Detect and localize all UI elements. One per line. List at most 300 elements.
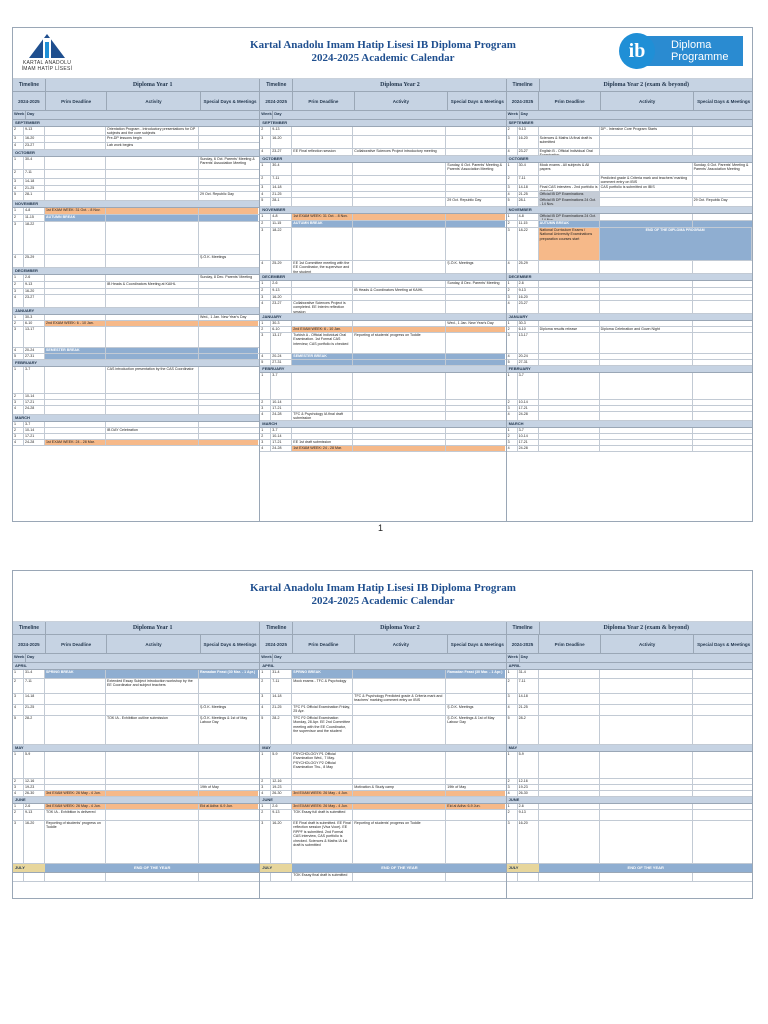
week-number: 3 (507, 228, 518, 260)
activity-cell (600, 281, 693, 287)
week-number: 1 (13, 804, 24, 809)
week-number: 1 (13, 367, 24, 393)
calendar-row (260, 261, 506, 274)
activity-cell (106, 321, 199, 326)
calendar-row (507, 301, 753, 314)
prim-deadline-cell: TOK Essay full draft is submitted (292, 810, 353, 820)
prim-deadline-cell (539, 360, 600, 365)
calendar-row (260, 373, 506, 400)
special-days-cell (199, 367, 258, 393)
month-header (507, 864, 753, 873)
month-label: JULY (15, 865, 25, 870)
day-range: 23-27 (24, 295, 45, 307)
prim-deadline-header: Prim Deadline (539, 92, 601, 110)
day-range: 31-4 (271, 670, 292, 678)
day-range: 26-30 (518, 791, 539, 796)
special-days-cell (446, 295, 505, 300)
special-days-cell (693, 136, 752, 148)
activity-cell (106, 157, 199, 169)
calendar-row (507, 136, 753, 149)
activity-cell (353, 228, 446, 260)
prim-deadline-cell (292, 198, 353, 206)
prim-deadline-cell (292, 400, 353, 405)
special-days-cell (199, 406, 258, 414)
special-days-cell: Ş.Ö.K. Meetings (447, 261, 474, 265)
day-range: 4-8 (271, 214, 292, 220)
special-days-cell (199, 222, 258, 254)
column-group-header (13, 79, 259, 92)
week-number: 3 (13, 821, 24, 863)
activity-cell (600, 446, 693, 451)
day-range: 31-4 (24, 670, 45, 678)
calendar-row (13, 873, 259, 882)
day-range: 25-29 (24, 255, 45, 267)
special-days-cell (199, 170, 258, 178)
calendar-page-1 (12, 27, 753, 522)
special-days-cell (199, 348, 258, 353)
week-number: 4 (13, 255, 24, 267)
day-range: 30-4 (24, 157, 45, 169)
special-days-cell (693, 412, 752, 420)
prim-deadline-cell: 1st EXAM WEEK: 31 Oct. - 8 Nov. (45, 208, 106, 214)
prim-deadline-cell (539, 373, 600, 399)
week-number: 3 (507, 440, 518, 445)
prim-deadline-cell: EE 1st draft submission (292, 440, 353, 445)
week-number: 4 (507, 446, 518, 451)
activity-cell (600, 163, 693, 175)
calendar-row (507, 333, 753, 354)
day-range: 30-4 (518, 163, 539, 175)
activity-cell (353, 412, 446, 420)
activity-cell: Orientation Program - Introductory presentations for DP subjects and the core subjects (106, 127, 199, 135)
month-header: APRIL (13, 663, 259, 670)
calendar-row (13, 295, 259, 308)
calendar-row (260, 716, 506, 745)
calendar-row (507, 679, 753, 694)
day-range: 14-18 (24, 694, 45, 704)
week-number: 5 (260, 360, 271, 365)
day-range: 14-18 (271, 185, 292, 191)
prim-deadline-cell (292, 127, 353, 135)
week-number: 1 (507, 373, 518, 399)
calendar-row (507, 176, 753, 185)
day-range: 5-9 (24, 752, 45, 778)
prim-deadline-cell (539, 428, 600, 433)
timeline-label: Timeline (13, 79, 46, 91)
day-range: 27-31 (271, 360, 292, 365)
activity-cell (106, 694, 199, 704)
activity-cell (353, 400, 446, 405)
ib-diploma-logo: Diploma Programme ib (619, 33, 744, 69)
week-number: 5 (13, 192, 24, 200)
year-label: Diploma Year 1 (132, 625, 173, 631)
special-days-cell (199, 752, 258, 778)
day-range: 11-15 (24, 215, 45, 221)
prim-deadline-cell: AUTUMN BREAK (45, 215, 106, 221)
week-number: 4 (260, 301, 271, 313)
activity-cell: CAS portfolio is submitted on IBIS (600, 185, 693, 191)
day-range: 17-21 (518, 440, 539, 445)
day-range: 27-31 (518, 360, 539, 365)
special-days-cell (693, 434, 752, 439)
special-days-cell (693, 446, 752, 451)
day-range: 7-11 (24, 170, 45, 178)
day-range: 24-28 (24, 440, 45, 445)
ib-logo-icon: ib (619, 33, 655, 69)
calendar-row (260, 136, 506, 149)
page-header (13, 28, 752, 79)
activity-cell (600, 873, 693, 881)
special-days-cell (693, 705, 752, 715)
prim-deadline-cell (539, 400, 600, 405)
day-range: 28-1 (518, 198, 539, 206)
month-header: DECEMBER (507, 274, 753, 281)
calendar-row (260, 281, 506, 288)
week-number: 4 (13, 186, 24, 191)
week-number: 3 (507, 821, 518, 863)
calendar-row (13, 282, 259, 289)
week-number: 2 (260, 779, 271, 784)
special-days-cell (199, 179, 258, 185)
week-number: 4 (507, 192, 518, 197)
special-days-cell (199, 289, 258, 294)
week-number: 4 (507, 705, 518, 715)
special-days-cell: 19th of May (447, 785, 467, 789)
week-number: 1 (13, 422, 24, 427)
activity-cell (600, 705, 693, 715)
calendar-row (507, 810, 753, 821)
day-range: 19-23 (518, 785, 539, 790)
prim-deadline-cell (539, 446, 600, 451)
month-label: JULY (262, 865, 273, 870)
prim-deadline-cell (45, 315, 106, 320)
day-range: 9-13 (271, 127, 292, 135)
calendar-row (260, 821, 506, 864)
prim-deadline-header: Prim Deadline (293, 635, 355, 653)
activity-header: Activity (107, 635, 200, 653)
calendar-row (507, 670, 753, 679)
special-days-cell (446, 214, 505, 220)
activity-cell (353, 221, 446, 227)
activity-cell (353, 791, 446, 796)
calendar-row (260, 679, 506, 694)
prim-deadline-cell (45, 394, 106, 399)
day-range: 14-18 (24, 179, 45, 185)
activity-cell: Diploma Celebration and Gown Night (600, 327, 693, 332)
prim-deadline-cell (292, 406, 353, 411)
calendar-row (13, 752, 259, 779)
week-number: 2 (13, 127, 24, 135)
special-days-cell (199, 321, 258, 326)
activity-cell (600, 434, 693, 439)
day-range: 6-10 (518, 327, 539, 332)
activity-cell (106, 295, 199, 307)
week-number: 1 (260, 670, 271, 678)
special-days-cell (693, 261, 752, 273)
prim-deadline-cell (539, 127, 600, 135)
prim-deadline-cell: Official IB DP Examinations 24 Oct. (539, 214, 600, 220)
calendar-rows (507, 120, 753, 452)
day-range: 12-16 (24, 779, 45, 784)
prim-deadline-cell: EE 1st Committee meeting with the EE Coordinator, the supervisor and the student (292, 261, 353, 273)
calendar-row (260, 873, 506, 882)
week-number: 3 (260, 821, 271, 863)
years-label: 2024-2025 (260, 635, 293, 653)
special-days-cell (446, 428, 505, 433)
calendar-row (13, 821, 259, 864)
special-days-cell (199, 434, 258, 439)
activity-cell (353, 670, 446, 678)
special-days-cell: Sunday, 8 Dec. Parents' Meeting (447, 281, 500, 285)
week-day-header (13, 654, 259, 663)
day-range: 7-11 (24, 679, 45, 693)
special-days-cell (693, 428, 752, 433)
week-number: 2 (507, 288, 518, 294)
prim-deadline-cell (45, 136, 106, 142)
activity-cell (106, 810, 199, 820)
activity-cell (353, 373, 446, 399)
week-number: 2 (260, 434, 271, 439)
column-group-header (260, 622, 506, 635)
calendar-row (13, 127, 259, 136)
calendar-row (13, 143, 259, 150)
week-number: 2 (260, 127, 271, 135)
activity-cell (600, 214, 693, 220)
activity-cell (353, 295, 446, 300)
special-days-cell (199, 779, 258, 784)
day-header: Day (520, 654, 528, 659)
school-logo-text: KARTAL ANADOLU İMAM HATİP LİSESİ (21, 60, 73, 72)
years-label: 2024-2025 (507, 635, 540, 653)
month-header: JANUARY (13, 308, 259, 315)
calendar-row (260, 810, 506, 821)
prim-deadline-cell: English B - Official Individual Oral (539, 149, 600, 155)
week-number: 4 (260, 446, 271, 451)
activity-cell (600, 192, 693, 197)
week-number: 3 (260, 295, 271, 300)
day-range: 5-9 (518, 752, 539, 778)
special-days-cell (693, 873, 752, 881)
special-days-cell (693, 670, 752, 678)
week-number: 2 (507, 327, 518, 332)
activity-cell (353, 354, 446, 359)
day-range: 23-27 (518, 301, 539, 313)
day-range: 21-25 (271, 192, 292, 197)
prim-deadline-cell (45, 428, 106, 433)
day-range: 3-7 (518, 428, 539, 433)
day-range: 7-11 (518, 679, 539, 693)
day-range: 21-25 (24, 705, 45, 715)
prim-deadline-cell: Collaborative Sciences Project is completed. EE Interim reflection session (292, 301, 353, 313)
week-number: 1 (13, 275, 24, 281)
calendar-row (260, 127, 506, 136)
prim-deadline-cell (45, 679, 106, 693)
day-range: 11-15 (271, 221, 292, 227)
prim-deadline-cell (539, 670, 600, 678)
day-range: 30-3 (24, 315, 45, 320)
year-label: Diploma Year 2 (exam & beyond) (603, 625, 689, 631)
day-range: 20-24 (518, 354, 539, 359)
week-number: 3 (260, 694, 271, 704)
activity-cell (353, 176, 446, 184)
calendar-row (260, 752, 506, 779)
day-range: 17-21 (24, 400, 45, 405)
day-range: 5-9 (271, 752, 292, 778)
prim-deadline-cell: Reporting of students' progress on Toddle (45, 821, 106, 863)
calendar-row (507, 185, 753, 192)
prim-deadline-cell: Diploma results release (539, 327, 600, 332)
day-range: 16-20 (271, 821, 292, 863)
prim-deadline-cell: TFC P2 Official Examination Monday, 28 Apr. EE 2nd Committee meeting with the EE Coordinator, the supervisor and the student (292, 716, 353, 744)
week-number: 2 (507, 127, 518, 135)
prim-deadline-cell (45, 179, 106, 185)
prim-deadline-cell (45, 295, 106, 307)
activity-cell (600, 716, 693, 744)
month-header: MAY (13, 745, 259, 752)
special-days-cell: 19th of May (200, 785, 219, 789)
calendar-row (507, 873, 753, 882)
day-range: 12-16 (271, 779, 292, 784)
week-number: 2 (13, 428, 24, 433)
week-number: 3 (13, 179, 24, 185)
special-days-cell (199, 873, 258, 881)
special-days-cell (446, 127, 505, 135)
week-number: 1 (260, 804, 271, 809)
prim-deadline-header: Prim Deadline (46, 92, 108, 110)
day-range: 13-17 (24, 327, 45, 347)
activity-cell (353, 301, 446, 313)
special-days-cell (693, 679, 752, 693)
activity-cell (353, 261, 446, 273)
special-days-cell (446, 694, 505, 704)
prim-deadline-cell (45, 143, 106, 149)
calendar-row (13, 179, 259, 186)
special-days-cell (693, 400, 752, 405)
activity-cell (106, 192, 199, 200)
special-days-cell (693, 716, 752, 744)
calendar-row (13, 222, 259, 255)
special-days-cell (446, 354, 505, 359)
calendar-row (260, 670, 506, 679)
calendar-columns (13, 622, 752, 898)
special-days-header: Special Days & Meetings (697, 98, 751, 104)
activity-cell (600, 428, 693, 433)
special-days-cell (693, 694, 752, 704)
prim-deadline-cell (45, 186, 106, 191)
prim-deadline-cell (292, 360, 353, 365)
week-number: 2 (260, 176, 271, 184)
activity-cell (353, 163, 446, 175)
activity-cell (600, 791, 693, 796)
month-header: JUNE (507, 797, 753, 804)
week-number: 3 (13, 785, 24, 790)
calendar-row (260, 163, 506, 176)
calendar-row (507, 288, 753, 295)
calendar-row (507, 281, 753, 288)
special-days-cell (693, 192, 752, 197)
special-days-cell (693, 288, 752, 294)
special-days-cell (199, 821, 258, 863)
activity-cell (106, 705, 199, 715)
prim-deadline-cell (292, 779, 353, 784)
day-range: 23-27 (24, 143, 45, 149)
activity-cell: CAS introduction presentation by the CAS Coordinator (106, 367, 199, 393)
week-number: 3 (260, 333, 271, 353)
prim-deadline-cell (45, 354, 106, 359)
special-days-cell: Ş.Ö.K. Meetings (200, 705, 227, 709)
day-range: 7-11 (518, 176, 539, 184)
activity-cell (600, 752, 693, 778)
prim-deadline-cell (539, 301, 600, 313)
calendar-row (13, 367, 259, 394)
activity-cell (106, 422, 199, 427)
activity-cell (600, 136, 693, 148)
week-number: 3 (13, 434, 24, 439)
special-days-cell (693, 214, 752, 220)
prim-deadline-header: Prim Deadline (46, 635, 108, 653)
week-number: 3 (507, 295, 518, 300)
week-number: 3 (507, 333, 518, 353)
activity-cell: DP - Intensive Core Program Starts (600, 127, 693, 135)
prim-deadline-cell (539, 406, 600, 411)
week-number: 3 (260, 785, 271, 790)
special-days-cell (199, 327, 258, 347)
activity-cell (600, 360, 693, 365)
activity-cell (353, 446, 446, 451)
week-number: 2 (260, 288, 271, 294)
special-days-cell (199, 282, 258, 288)
activity-cell (600, 804, 693, 809)
calendar-row (507, 127, 753, 136)
activity-cell (106, 873, 199, 881)
special-days-cell (693, 440, 752, 445)
year-label: Diploma Year 2 (380, 82, 420, 88)
week-number: 4 (507, 412, 518, 420)
special-days-header: Special Days & Meetings (697, 641, 751, 647)
day-range: 7-11 (271, 679, 292, 693)
day-range: 21-25 (271, 705, 292, 715)
timeline-label: Timeline (260, 622, 293, 634)
day-range: 24-28 (271, 446, 292, 451)
week-number: 4 (507, 261, 518, 273)
special-days-cell (693, 779, 752, 784)
special-days-header: Special Days & Meetings (450, 98, 504, 104)
week-number: 1 (13, 752, 24, 778)
years-label: 2024-2025 (260, 92, 293, 110)
prim-deadline-cell (292, 321, 353, 326)
week-day-header (260, 654, 506, 663)
calendar-row (507, 228, 753, 261)
activity-cell (106, 215, 199, 221)
month-header: SEPTEMBER (507, 120, 753, 127)
column-group-header (507, 79, 753, 92)
week-number: 1 (13, 315, 24, 320)
special-days-cell (693, 785, 752, 790)
special-days-cell (199, 186, 258, 191)
activity-cell (600, 785, 693, 790)
month-header: MAY (507, 745, 753, 752)
special-days-cell: 29 Oct. Republic Day (200, 192, 234, 196)
timeline-label: Timeline (507, 622, 540, 634)
calendar-row (260, 228, 506, 261)
activity-cell (600, 679, 693, 693)
timeline-label: Timeline (507, 79, 540, 91)
activity-cell (353, 214, 446, 220)
day-range: 9-13 (271, 810, 292, 820)
special-days-cell: Ramadan Feast (30 Mar. - 1 Apr.) (446, 670, 505, 678)
week-day-header (507, 654, 753, 663)
special-days-cell (446, 373, 505, 399)
